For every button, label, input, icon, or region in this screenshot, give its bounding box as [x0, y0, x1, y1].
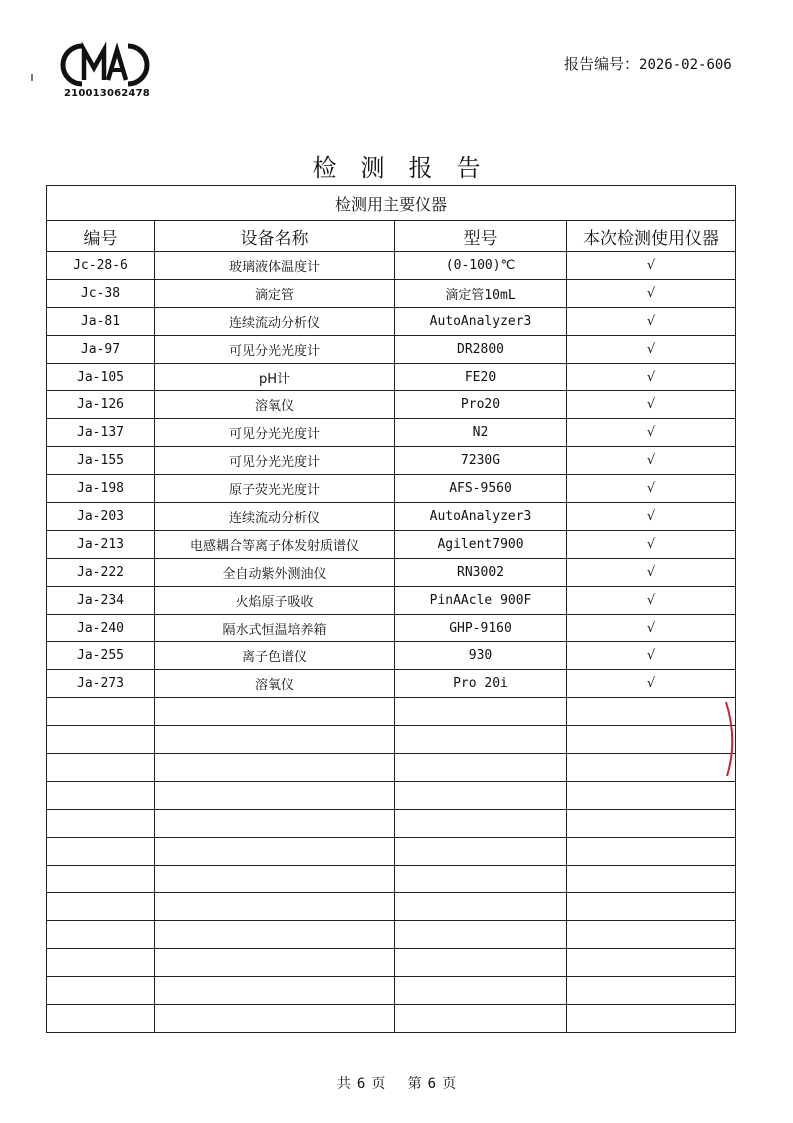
cell-model: AutoAnalyzer3	[395, 307, 567, 335]
footer-total-pages: 6	[356, 1076, 366, 1092]
cell-id	[47, 977, 155, 1005]
cell-used	[567, 949, 736, 977]
table-row	[47, 279, 736, 307]
table-row	[47, 503, 736, 531]
cell-used	[567, 1005, 736, 1033]
cell-model: 7230G	[395, 447, 567, 475]
footer-current-page: 6	[427, 1076, 437, 1092]
cell-used	[567, 837, 736, 865]
empty-table-row	[47, 837, 736, 865]
cell-name	[155, 698, 395, 726]
cell-model: AutoAnalyzer3	[395, 503, 567, 531]
cell-name	[155, 1005, 395, 1033]
table-row	[47, 558, 736, 586]
empty-table-row	[47, 865, 736, 893]
cell-model: DR2800	[395, 335, 567, 363]
table-body	[47, 252, 736, 1033]
cell-model	[395, 1005, 567, 1033]
cell-id: Ja-155	[47, 447, 155, 475]
cell-model: Pro20	[395, 391, 567, 419]
cell-used: √	[567, 642, 736, 670]
cell-id	[47, 698, 155, 726]
cell-model	[395, 781, 567, 809]
cell-used: √	[567, 614, 736, 642]
table-row	[47, 447, 736, 475]
table-row	[47, 419, 736, 447]
cell-model	[395, 754, 567, 782]
empty-table-row	[47, 1005, 736, 1033]
cell-name: 溶氧仪	[155, 670, 395, 698]
cell-name: 可见分光光度计	[155, 419, 395, 447]
cell-name	[155, 726, 395, 754]
cell-used	[567, 781, 736, 809]
cell-model	[395, 809, 567, 837]
empty-table-row	[47, 977, 736, 1005]
column-header-model: 型号	[395, 221, 567, 252]
column-header-id: 编号	[47, 221, 155, 252]
table-row	[47, 307, 736, 335]
cell-used: √	[567, 558, 736, 586]
cell-id	[47, 809, 155, 837]
cell-id: Jc-38	[47, 279, 155, 307]
cell-id	[47, 1005, 155, 1033]
footer-total-prefix: 共	[336, 1076, 351, 1092]
empty-table-row	[47, 893, 736, 921]
cell-model: 滴定管10mL	[395, 279, 567, 307]
cell-name: 电感耦合等离子体发射质谱仪	[155, 530, 395, 558]
cell-id: Ja-137	[47, 419, 155, 447]
cell-model: FE20	[395, 363, 567, 391]
cell-name	[155, 781, 395, 809]
cell-used: √	[567, 252, 736, 280]
cell-id	[47, 893, 155, 921]
table-row	[47, 252, 736, 280]
column-header-name: 设备名称	[155, 221, 395, 252]
cell-model: GHP-9160	[395, 614, 567, 642]
cell-used: √	[567, 419, 736, 447]
cell-name	[155, 754, 395, 782]
cell-name: 玻璃液体温度计	[155, 252, 395, 280]
cell-id: Ja-81	[47, 307, 155, 335]
cell-used	[567, 977, 736, 1005]
cell-used: √	[567, 475, 736, 503]
cell-model: 930	[395, 642, 567, 670]
table-row	[47, 475, 736, 503]
cell-name: pH计	[155, 363, 395, 391]
scan-margin-mark	[31, 74, 33, 81]
cell-id	[47, 754, 155, 782]
cell-name	[155, 949, 395, 977]
table-row	[47, 642, 736, 670]
cell-id: Ja-222	[47, 558, 155, 586]
cell-name	[155, 865, 395, 893]
cell-name	[155, 977, 395, 1005]
cell-model: (0-100)℃	[395, 252, 567, 280]
cell-name: 连续流动分析仪	[155, 307, 395, 335]
cell-id: Ja-240	[47, 614, 155, 642]
footer-page-suffix-1: 页	[371, 1076, 386, 1092]
cell-used: √	[567, 670, 736, 698]
table-row	[47, 530, 736, 558]
table-row	[47, 335, 736, 363]
cell-used: √	[567, 279, 736, 307]
empty-table-row	[47, 698, 736, 726]
report-number-label: 报告编号：	[564, 55, 640, 73]
cell-name: 可见分光光度计	[155, 447, 395, 475]
instrument-table	[46, 185, 736, 1033]
cell-id: Ja-198	[47, 475, 155, 503]
cell-used	[567, 893, 736, 921]
cell-model: AFS-9560	[395, 475, 567, 503]
cell-name: 可见分光光度计	[155, 335, 395, 363]
cell-id	[47, 837, 155, 865]
empty-table-row	[47, 921, 736, 949]
cell-used: √	[567, 447, 736, 475]
cell-id	[47, 865, 155, 893]
cell-name: 连续流动分析仪	[155, 503, 395, 531]
cell-name: 滴定管	[155, 279, 395, 307]
cell-model	[395, 893, 567, 921]
cell-id	[47, 781, 155, 809]
page-footer	[0, 1073, 793, 1093]
partial-seal-mark	[722, 700, 742, 780]
column-header-used: 本次检测使用仪器	[567, 221, 736, 252]
cell-id: Ja-255	[47, 642, 155, 670]
cell-model: N2	[395, 419, 567, 447]
cell-model	[395, 977, 567, 1005]
cell-used: √	[567, 391, 736, 419]
page-title: 检测报告	[312, 154, 505, 182]
cell-model	[395, 921, 567, 949]
cell-name: 火焰原子吸收	[155, 586, 395, 614]
report-number-value: 2026-02-606	[639, 57, 732, 73]
cell-id	[47, 921, 155, 949]
footer-page-suffix-2: 页	[442, 1076, 457, 1092]
cell-name: 全自动紫外测油仪	[155, 558, 395, 586]
cell-used	[567, 754, 736, 782]
cell-id: Ja-234	[47, 586, 155, 614]
table-row	[47, 586, 736, 614]
table-row	[47, 614, 736, 642]
cell-name	[155, 893, 395, 921]
cell-model: RN3002	[395, 558, 567, 586]
cell-model	[395, 865, 567, 893]
cell-id: Ja-105	[47, 363, 155, 391]
cell-model	[395, 949, 567, 977]
cell-model: Agilent7900	[395, 530, 567, 558]
cell-name: 隔水式恒温培养箱	[155, 614, 395, 642]
cell-used	[567, 726, 736, 754]
cell-used: √	[567, 530, 736, 558]
cell-model	[395, 726, 567, 754]
empty-table-row	[47, 949, 736, 977]
cell-used: √	[567, 335, 736, 363]
cell-model: Pro 20i	[395, 670, 567, 698]
table-row	[47, 670, 736, 698]
cell-used	[567, 865, 736, 893]
cell-id: Ja-213	[47, 530, 155, 558]
cell-name	[155, 921, 395, 949]
cell-used: √	[567, 503, 736, 531]
footer-current-prefix: 第	[407, 1076, 422, 1092]
cell-name	[155, 809, 395, 837]
cell-id: Ja-97	[47, 335, 155, 363]
empty-table-row	[47, 809, 736, 837]
cell-id: Jc-28-6	[47, 252, 155, 280]
cell-id	[47, 949, 155, 977]
cell-used	[567, 809, 736, 837]
table-caption: 检测用主要仪器	[47, 186, 736, 221]
cell-name: 离子色谱仪	[155, 642, 395, 670]
table-row	[47, 363, 736, 391]
cell-used	[567, 698, 736, 726]
cell-id: Ja-203	[47, 503, 155, 531]
cell-id: Ja-273	[47, 670, 155, 698]
cell-used: √	[567, 307, 736, 335]
cell-used	[567, 921, 736, 949]
cell-used: √	[567, 363, 736, 391]
empty-table-row	[47, 726, 736, 754]
cell-name	[155, 837, 395, 865]
cell-id	[47, 726, 155, 754]
cell-name: 原子荧光光度计	[155, 475, 395, 503]
cell-used: √	[567, 586, 736, 614]
table-row	[47, 391, 736, 419]
cell-name: 溶氧仪	[155, 391, 395, 419]
empty-table-row	[47, 754, 736, 782]
cell-model	[395, 837, 567, 865]
cell-model	[395, 698, 567, 726]
report-number	[564, 53, 732, 74]
empty-table-row	[47, 781, 736, 809]
cma-certificate-number: 210013062478	[64, 88, 150, 99]
cell-id: Ja-126	[47, 391, 155, 419]
cell-model: PinAAcle 900F	[395, 586, 567, 614]
